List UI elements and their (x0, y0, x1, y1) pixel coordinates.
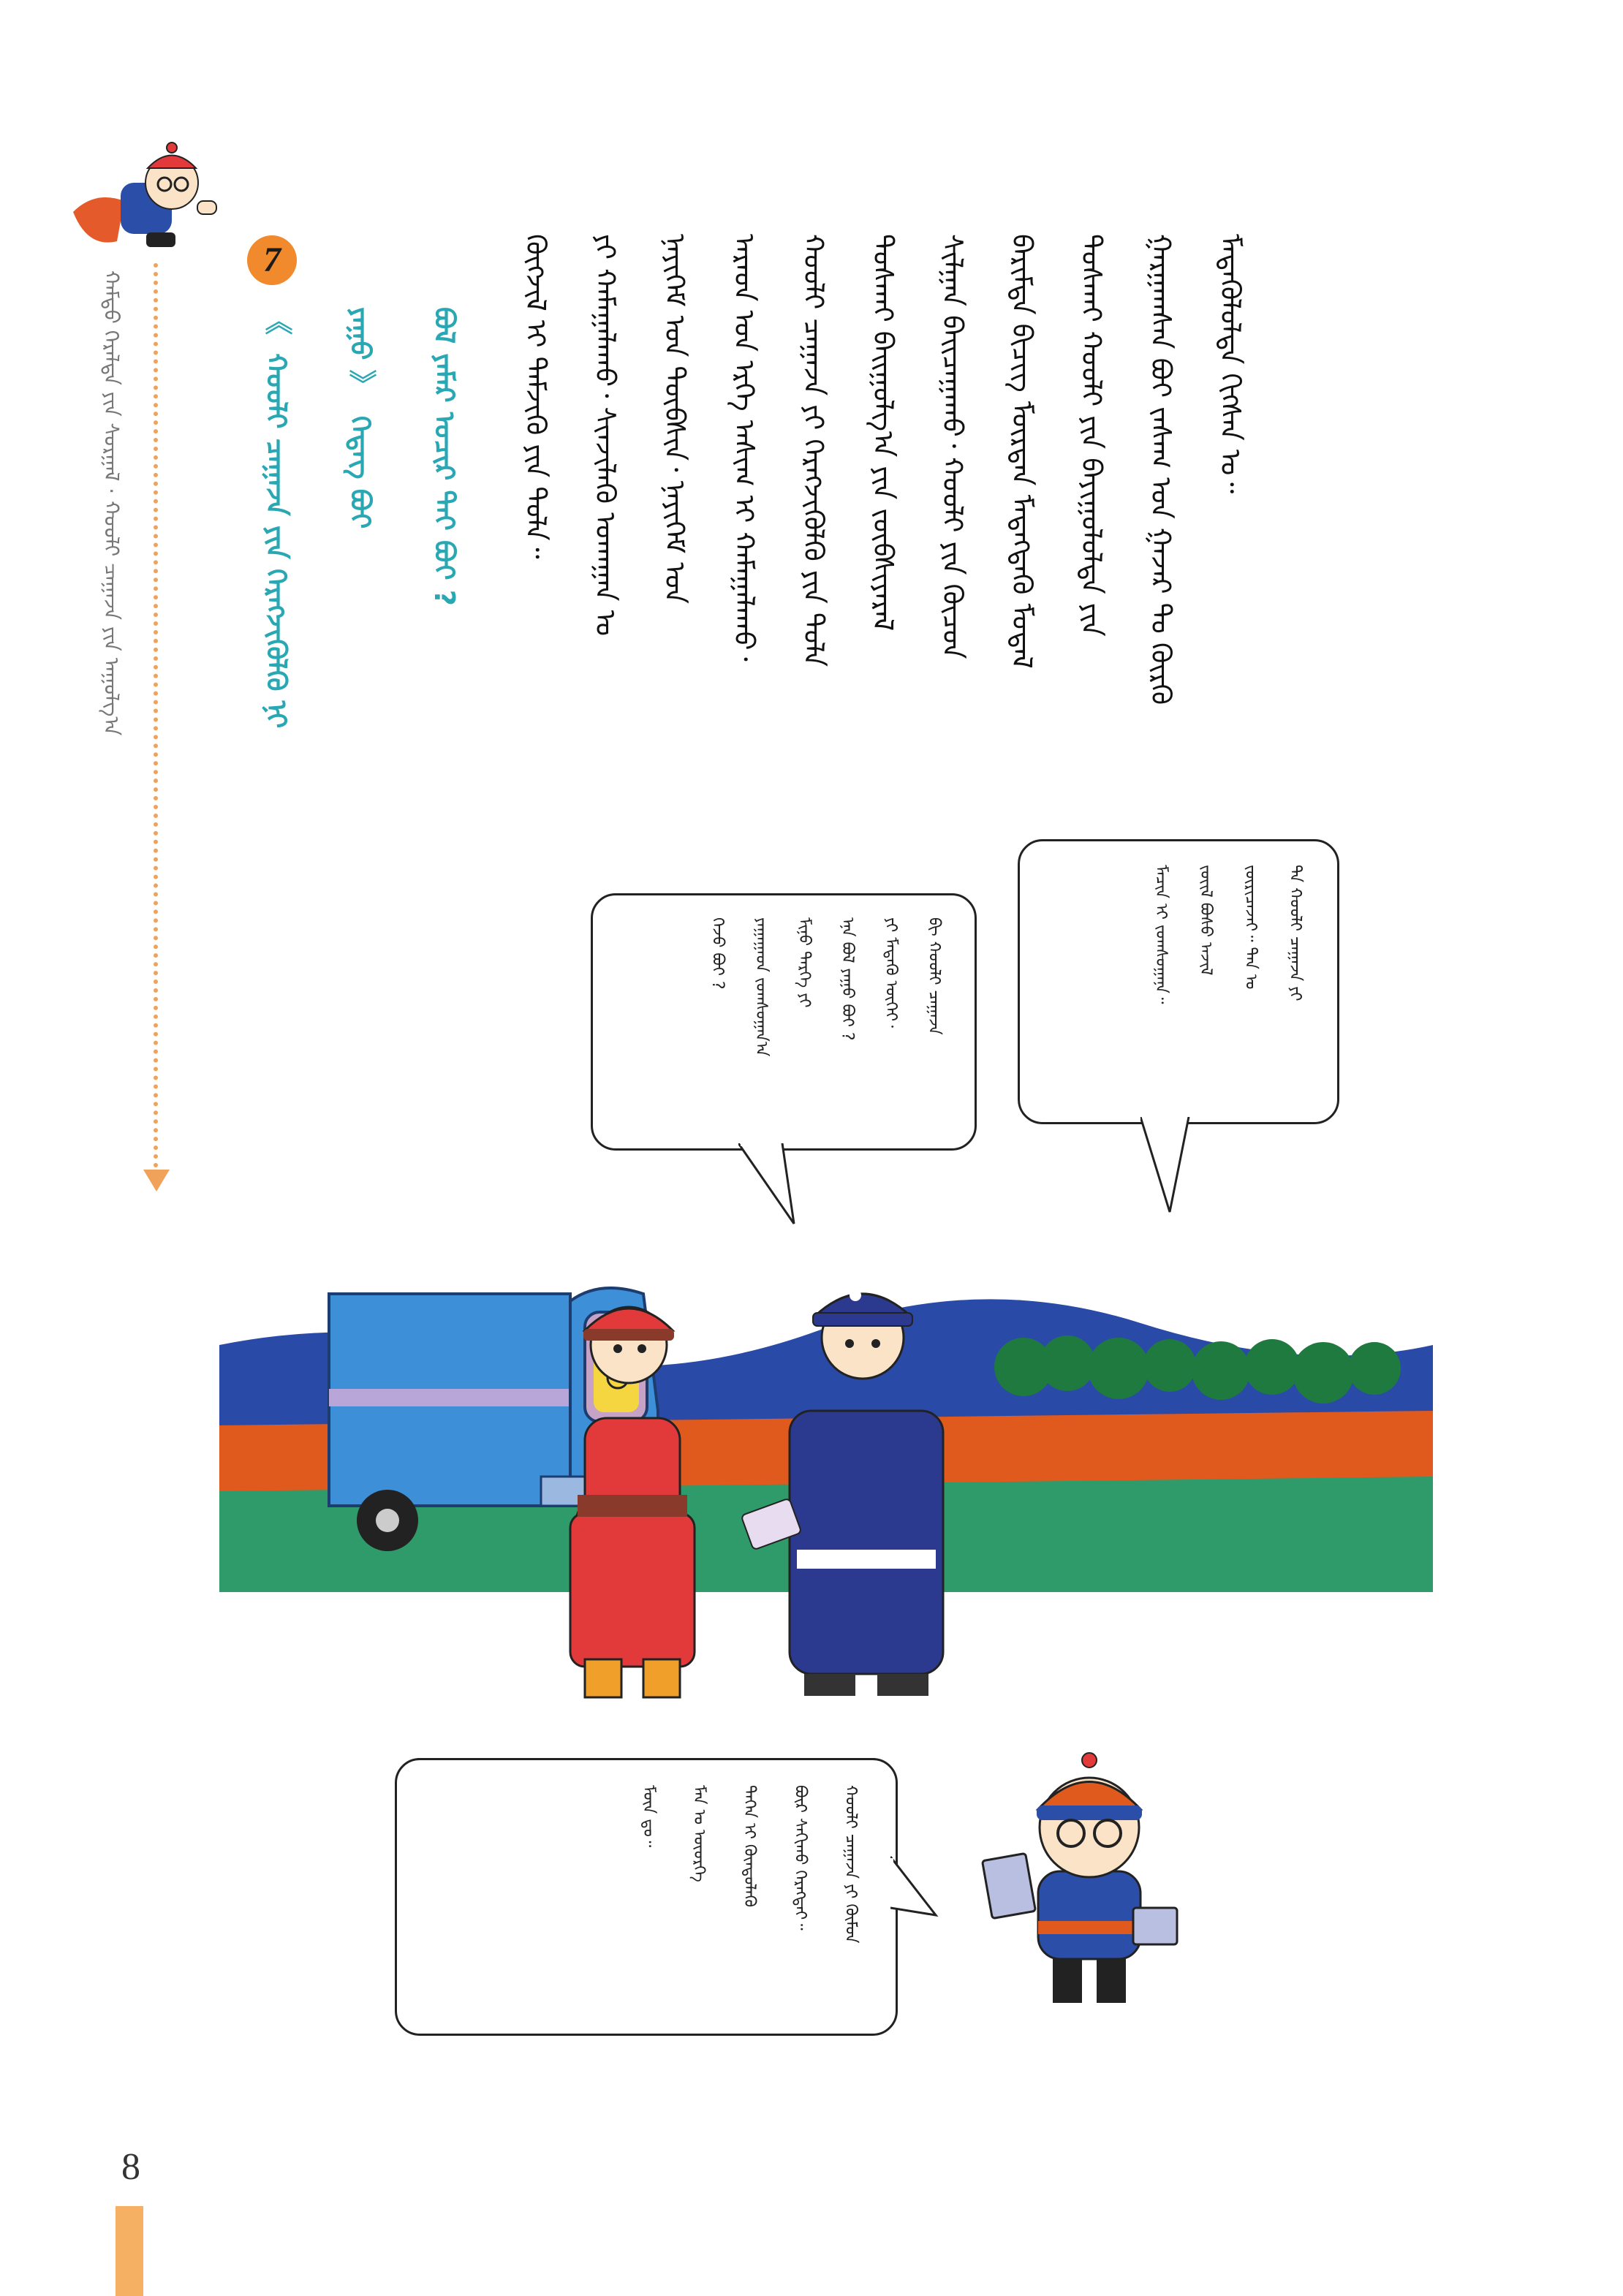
question-line-1: 《 ᠬᠤᠤᠯᠢ ᠴᠠᠭᠠᠵᠠ ᠶᠢᠨ ᠬᠡᠷᠡᠭᠵᠢᠭᠦᠯᠬᠦ ᠨᠢ (260, 307, 292, 729)
bubble-herder-tail (738, 1143, 804, 1231)
body-line-3: ᠲᠤᠰᠬᠠᠢ ᠬᠤᠤᠯᠢ ᠶᠢᠨ ᠪᠠᠶᠢᠭᠤᠯᠤᠯᠲᠠ ᠶᠢᠨ (1075, 234, 1108, 637)
bubble-boy-line-4: ᠮᠠᠨ ᠤ ᠦᠦᠷᠭᠡ (689, 1785, 708, 1882)
body-line-4: ᠪᠠᠷᠢᠮᠲᠠ ᠪᠢᠴᠢᠭ ᠮᠥᠷᠳᠡᠨ ᠮᠡᠳᠡᠭᠳᠡᠬᠦ ᠮᠤᠳᠠᠯ (1006, 234, 1038, 669)
bubble-police-tail (1140, 1117, 1192, 1219)
question-line-2: ᠶᠠᠭᠤ 》 ᠭᠡᠳᠡᠭ ᠪᠤᠢ (344, 307, 377, 529)
bubble-boy-line-5: ᠮᠦᠨ ᠳᠤ᠃ (639, 1785, 658, 1848)
running-header: ᠬᠠᠮᠲᠤ ᠭᠡᠷᠡᠯᠲᠡ ᠶᠢᠨ ᠰᠤᠷᠭᠠᠯ · ᠬᠤᠤᠯᠢ ᠴᠠᠭᠠᠵᠠ ᠶᠢᠨ ᠠᠭᠤᠯᠭ᠎ᠠ (99, 270, 124, 736)
bubble-herder-line-6: ᠭᠡᠵᠦ ᠪᠤᠢ ? (708, 917, 727, 990)
bubble-herder-line-2: ᠶᠢ ᠮᠡᠳᠡᠬᠦ ᠦᠭᠡᠢ᠂ (881, 917, 900, 1028)
bubble-police-line-4: ᠮᠠᠴᠢᠨ ᠢ ᠵᠣᠭᠰᠣᠭᠠᠨᠠ᠃ (1151, 865, 1170, 1004)
bubble-herder-line-5: ᠶᠠᠭᠠᠭᠠᠳ ᠵᠣᠭᠰᠣᠭᠠᠨ᠎ᠠ (752, 917, 771, 1057)
bubble-boy-line-2: ᠪᠦᠷ ᠰᠠᠬᠢᠬᠤ ᠬᠡᠷᠡᠭᠲᠡᠢ᠃ (790, 1785, 809, 1931)
roadside-scene-illustration (219, 1243, 1433, 1718)
boy-mascot-illustration (965, 1740, 1199, 2017)
body-line-9: ᠨᠡᠶᠢᠭᠡᠮ ᠤᠨ ᠲᠥᠪᠰᠢᠨ᠂ ᠨᠡᠶᠢᠭᠡᠮ ᠤᠨ (659, 234, 691, 604)
bubble-herder-line-1: ᠪᠢ ᠬᠤᠤᠯᠢ ᠴᠠᠭᠠᠵᠠ (925, 917, 943, 1035)
body-line-1: ᠮᠡᠳᠡᠭᠦᠯᠦᠯᠲᠡ ᠬᠢᠭᠰᠡᠨ ᠣ᠃ (1214, 234, 1246, 494)
page-number: 8 (121, 2146, 140, 2188)
page-tab (116, 2206, 143, 2296)
bubble-boy-tail (890, 1849, 942, 1930)
body-line-7: ᠬᠤᠤᠯᠢ ᠴᠠᠭᠠᠵᠠ ᠶᠢ ᠬᠡᠷᠡᠭᠵᠢᠭᠦᠯᠬᠦ ᠶᠢᠨ ᠲᠤᠯᠠ (798, 234, 830, 667)
bubble-police-line-2: ᠵᠥᠷᠢᠴᠡᠵᠡᠢ᠃ ᠲᠠᠨ ᠤ (1241, 865, 1260, 990)
speech-bubble-herder (591, 893, 977, 1151)
bubble-boy-line-3: ᠲᠡᠭᠡᠨ ᠢ ᠬᠦᠨᠳᠦᠯᠡᠬᠦ (740, 1785, 759, 1908)
dotted-rule (154, 263, 158, 1177)
body-line-8: ᠠᠷᠠᠳ ᠤᠨ ᠡᠷᠬᠡ ᠠᠰᠢᠭ ᠢ ᠬᠠᠮᠠᠭᠠᠯᠠᠬᠤ᠂ (728, 234, 760, 662)
body-line-2: ᠭᠠᠷᠭᠠᠭᠰᠠᠨ ᠪᠤᠢ ᠵᠠᠰᠠᠭ ᠤᠨ ᠭᠠᠵᠠᠷ ᠲᠤ ᠬᠦᠷᠬᠦ (1145, 234, 1177, 705)
body-line-10: ᠶᠢ ᠬᠠᠮᠠᠭᠠᠯᠠᠬᠤ᠂ ᠰᠢᠨᠵᠢᠯᠡᠬᠦ ᠤᠬᠠᠭᠠᠨ ᠤ (589, 234, 621, 637)
speech-bubble-police (1018, 839, 1339, 1124)
question-line-3: ᠪᠤᠯ ᠶᠠᠮᠠᠷ ᠤᠴᠢᠷ ᠲᠠᠢ ᠪᠤᠢ ? (428, 307, 461, 606)
body-line-11: ᠬᠥᠭᠵᠢᠯ ᠢ ᠳᠡᠮᠵᠢᠬᠦ ᠶᠢᠨ ᠲᠤᠯᠠ᠃ (520, 234, 552, 559)
body-line-5: ᠰᠢᠯᠭᠠᠨ ᠪᠠᠢᠴᠠᠭᠠᠬᠤ᠂ ᠬᠤᠤᠯᠢ ᠶᠢᠨ ᠬᠦᠴᠦᠨ (937, 234, 969, 659)
bubble-boy-line-1: ᠬᠤᠤᠯᠢ ᠴᠠᠭᠠᠵᠠ ᠶᠢ ᠬᠦᠮᠦᠨ (841, 1785, 860, 1944)
mascot-flying (66, 132, 227, 270)
question-number-badge: 7 (247, 235, 297, 285)
rule-arrow-icon (143, 1170, 170, 1191)
body-line-6: ᠲᠤᠰᠬᠠᠢ ᠪᠠᠢᠭᠤᠯᠭ᠎ᠠ ᠶᠢᠨ ᠵᠥᠪᠰᠢᠶᠡᠷᠡᠯ (867, 234, 899, 632)
bubble-police-line-1: ᠲᠠ ᠬᠤᠤᠯᠢ ᠴᠠᠭᠠᠵᠠ ᠶᠢ (1286, 865, 1304, 1001)
bubble-herder-line-4: ᠮᠢᠨᠦ ᠲᠡᠷᠭᠡ ᠶᠢ (795, 917, 814, 1008)
bubble-herder-line-3: ᠡᠨᠡ ᠪᠤᠯ ᠶᠠᠭᠤ ᠪᠤᠢ ? (838, 917, 857, 1041)
speech-bubble-boy (395, 1758, 898, 2036)
bubble-police-line-3: ᠵᠦᠢᠯ ᠪᠤᠰᠤ ᠠᠵᠢᠯ (1196, 865, 1215, 976)
